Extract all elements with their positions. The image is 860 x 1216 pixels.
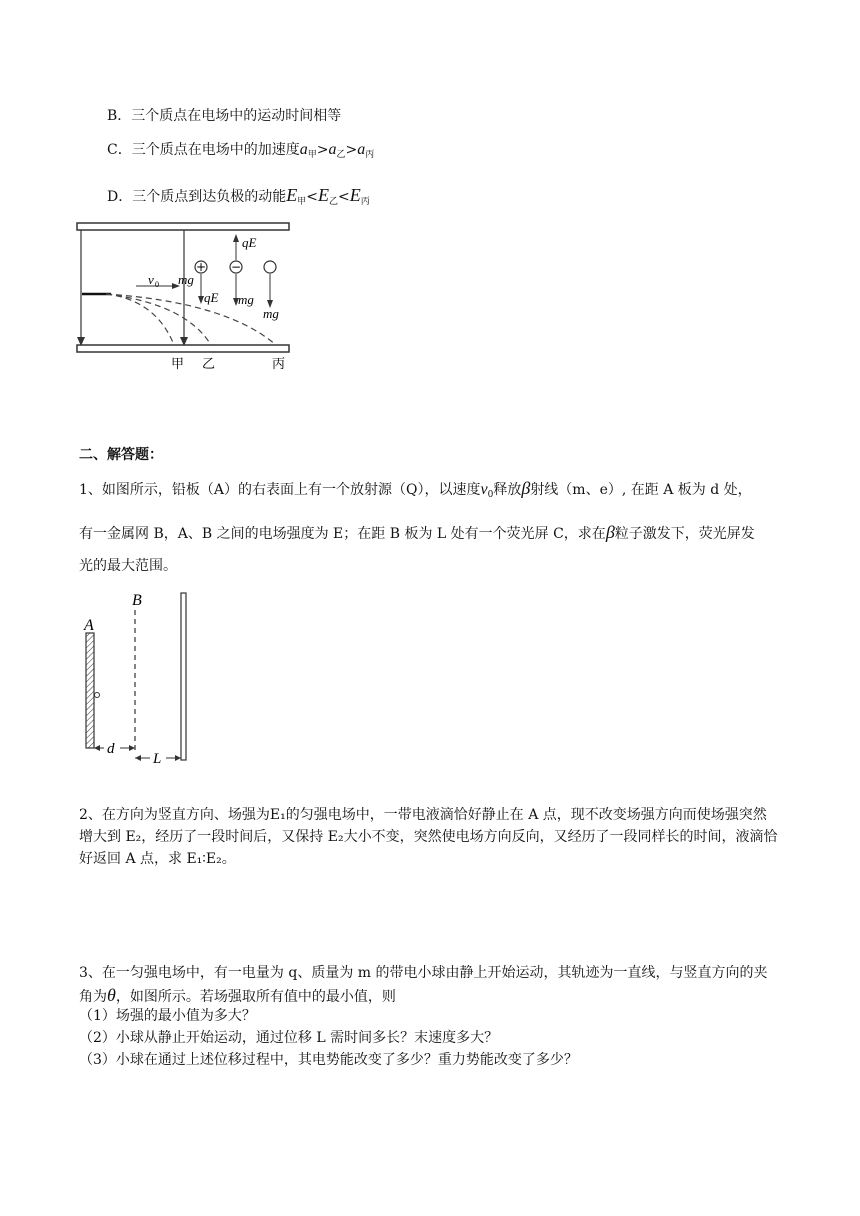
bottom-plate (77, 345, 289, 352)
screen-c (181, 593, 186, 760)
svg-text:mg: mg (238, 292, 254, 307)
svg-text:甲: 甲 (171, 357, 185, 372)
q3-text: 3、在一匀强电场中，有一电量为 q、质量为 m 的带电小球由静上开始运动，其轨迹为一直线，与竖直方向的夹角为θ，如图所示。若场强取所有值中的最小值，则 (79, 965, 768, 1005)
svg-text:L: L (153, 751, 162, 764)
svg-text:qE: qE (204, 290, 219, 305)
svg-text:B: B (132, 592, 142, 609)
q1-line3: 光的最大范围。 (79, 558, 177, 574)
trajectory-jia (106, 294, 174, 345)
option-d: D．三个质点到达负极的动能$E_甲<E_乙<E_丙$ (107, 185, 370, 207)
q3-sub1: （1）场强的最小值为多大？ (79, 1008, 256, 1024)
svg-text:mg: mg (178, 272, 194, 287)
neutral-particle-icon (264, 261, 276, 273)
option-c-prefix: C．三个质点在电场中的加速度 (107, 142, 300, 158)
top-plate (77, 223, 289, 230)
svg-text:0: 0 (155, 280, 159, 289)
svg-text:v: v (148, 272, 154, 287)
option-d-prefix: D．三个质点到达负极的动能 (107, 189, 287, 205)
q1-line1: 1、如图所示，铅板（A）的右表面上有一个放射源（Q），以速度$v_0$释放β射线（m、e）, 在距 A 板为 d 处， (79, 478, 752, 500)
q3-sub3: （3）小球在通过上述位移过程中，其电势能改变了多少？重力势能改变了多少？ (79, 1052, 578, 1068)
q1-line2: 有一金属网 B，A、B 之间的电场强度为 E；在距 B 板为 L 处有一个荧光屏 C，求在β粒子激发下，荧光屏发 (79, 522, 755, 542)
svg-text:乙: 乙 (202, 357, 216, 372)
source-q-icon (95, 693, 100, 698)
figure-plates-abc (78, 588, 198, 764)
trajectory-yi (106, 294, 211, 345)
q2-text: 2、在方向为竖直方向、场强为E₁的匀强电场中，一带电液滴恰好静止在 A 点，现不改变场强方向而使场强突然增大到 E₂，经历了一段时间后，又保持 E₂大小不变，突然使电场方向反向，又经历了一段同样长的时间，液滴恰好返回 A 点，求 E₁∶E₂。 (79, 807, 778, 867)
svg-text:qE: qE (242, 235, 257, 250)
section-heading: 二、解答题： (79, 447, 163, 463)
svg-text:+: + (195, 260, 207, 274)
option-c: C．三个质点在电场中的加速度$a_甲>a_乙>a_丙$ (107, 141, 375, 160)
svg-text:A: A (84, 617, 94, 634)
plate-a (86, 633, 94, 748)
figure-parallel-plates (76, 222, 296, 374)
q3-sub2: （2）小球从静止开始运动，通过位移 L 需时间多长？末速度多大？ (79, 1030, 499, 1046)
svg-text:mg: mg (263, 306, 279, 321)
option-b: B．三个质点在电场中的运动时间相等 (107, 108, 342, 124)
svg-text:丙: 丙 (272, 357, 286, 372)
svg-text:d: d (107, 741, 115, 757)
svg-text:−: − (230, 260, 242, 274)
